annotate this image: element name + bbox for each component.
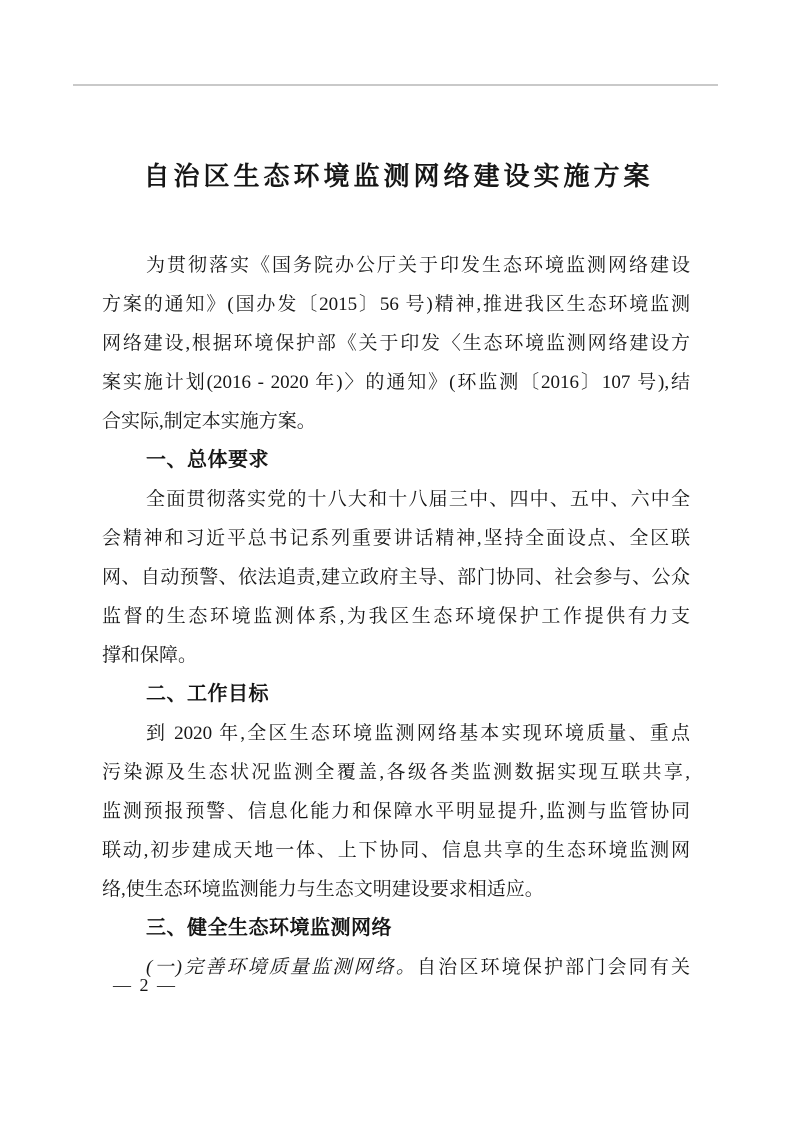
page-number: — 2 — xyxy=(113,975,177,995)
section-heading: 二、工作目标 xyxy=(146,683,269,705)
text-line: 污染源及生态状况监测全覆盖,各级各类监测数据实现互联共享, xyxy=(102,762,690,783)
text-line: 合实际,制定本实施方案。 xyxy=(102,411,316,432)
text-line xyxy=(102,948,690,987)
text-line: 方案的通知》(国办发〔2015〕56 号)精神,推进我区生态环境监测 xyxy=(102,294,690,315)
lead-phrase: (一)完善环境质量监测网络。 xyxy=(146,957,417,978)
text-segment: 自治区环境保护部门会同有关 xyxy=(417,957,690,978)
text-line: 案实施计划(2016 - 2020 年)〉的通知》(环监测〔2016〕107 号),结 xyxy=(102,372,690,393)
document-title: 自治区生态环境监测网络建设实施方案 xyxy=(143,162,654,191)
text-line: 络,使生态环境监测能力与生态文明建设要求相适应。 xyxy=(102,879,544,900)
document-body xyxy=(102,246,690,987)
text-line: 网络建设,根据环境保护部《关于印发〈生态环境监测网络建设方 xyxy=(102,333,690,354)
text-line: 为贯彻落实《国务院办公厅关于印发生态环境监测网络建设 xyxy=(146,255,690,276)
text-line: 网、自动预警、依法追责,建立政府主导、部门协同、社会参与、公众 xyxy=(102,567,690,588)
text-line: 联动,初步建成天地一体、上下协同、信息共享的生态环境监测网 xyxy=(102,840,690,861)
text-line: 全面贯彻落实党的十八大和十八届三中、四中、五中、六中全 xyxy=(146,489,690,510)
text-line: 到 2020 年,全区生态环境监测网络基本实现环境质量、重点 xyxy=(146,723,690,744)
text-line: 监测预报预警、信息化能力和保障水平明显提升,监测与监管协同 xyxy=(102,801,690,822)
text-line: 监督的生态环境监测体系,为我区生态环境保护工作提供有力支 xyxy=(102,606,690,627)
section-heading: 三、健全生态环境监测网络 xyxy=(146,917,392,939)
section-heading: 一、总体要求 xyxy=(146,449,269,471)
text-line: 会精神和习近平总书记系列重要讲话精神,坚持全面设点、全区联 xyxy=(102,528,690,549)
text-line: 撑和保障。 xyxy=(102,645,198,666)
header-rule-divider xyxy=(73,84,718,86)
